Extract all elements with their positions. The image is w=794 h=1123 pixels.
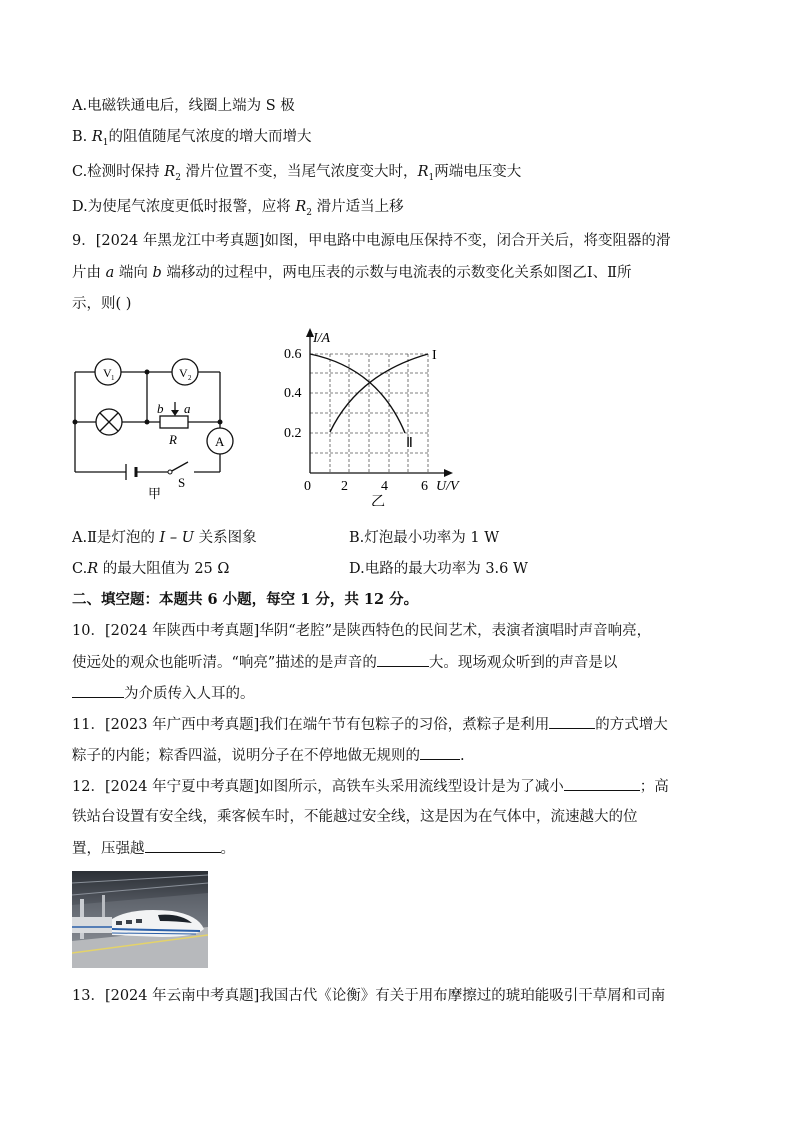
- answer-blank[interactable]: [564, 776, 640, 791]
- y-axis-label: I/A: [313, 331, 331, 346]
- q9-option-d: D.电路的最大功率为 3.6 W: [349, 561, 528, 577]
- q9-option-a: A.Ⅱ是灯泡的 I – U 关系图象: [72, 530, 257, 546]
- svg-text:2: 2: [188, 374, 192, 382]
- y-tick: 0.2: [284, 426, 302, 441]
- q10-line1: 10．[2024 年陕西中考真题]华阴“老腔”是陕西特色的民间艺术，表演者演唱时声音响亮，: [72, 623, 652, 639]
- q12-line3: 置，压强越 。: [72, 838, 235, 859]
- x-tick: 4: [381, 479, 388, 494]
- q9-stem-line3: 示，则( ): [72, 296, 132, 312]
- v2-label: V: [179, 366, 188, 380]
- y-tick: 0.6: [284, 347, 302, 362]
- answer-blank[interactable]: [549, 714, 595, 729]
- q12-line2: 铁站台设置有安全线，乘客候车时，不能越过安全线，这是因为在气体中，流速越大的位: [72, 809, 638, 825]
- q9-option-b: B.灯泡最小功率为 1 W: [349, 530, 500, 546]
- x-tick: 2: [341, 479, 348, 494]
- v1-label: V: [103, 366, 112, 380]
- q9-stem-line2: 片由 a 端向 b 端移动的过程中，两电压表的示数与电流表的示数变化关系如图乙Ⅰ、Ⅱ所: [72, 265, 632, 281]
- q8-option-b: B. $R_1$的阻值随尾气浓度的增大而增大: [72, 129, 312, 148]
- x-tick: 6: [421, 479, 428, 494]
- caption-jia: 甲: [148, 486, 162, 500]
- label-s: S: [178, 475, 186, 490]
- q11-line1: 11．[2023 年广西中考真题]我们在端午节有包粽子的习俗，煮粽子是利用 的方式增大: [72, 714, 668, 735]
- q13-line1: 13．[2024 年云南中考真题]我国古代《论衡》有关于用布摩擦过的琥珀能吸引干草屑和司南: [72, 988, 666, 1004]
- q10-line3: 为介质传入人耳的。: [72, 683, 255, 704]
- circuit-diagram: [60, 350, 250, 500]
- label-b: b: [157, 401, 164, 416]
- curve-i-label: I: [432, 348, 437, 363]
- x-axis-label: U/V: [436, 479, 459, 494]
- answer-blank[interactable]: [377, 652, 429, 667]
- ammeter-label: A: [215, 434, 225, 449]
- y-tick: 0.4: [284, 386, 302, 401]
- q8-option-c: C.检测时保持 $R_2$ 滑片位置不变，当尾气浓度变大时，$R_1$两端电压变大: [72, 164, 522, 183]
- section-heading: 二、填空题：本题共 6 小题，每空 1 分，共 12 分。: [72, 591, 419, 608]
- label-r: R: [169, 432, 177, 447]
- q8-option-a: A.电磁铁通电后，线圈上端为 S 极: [72, 98, 295, 114]
- iu-graph: [278, 326, 478, 506]
- high-speed-train-photo: [72, 871, 208, 968]
- caption-yi: 乙: [371, 495, 385, 506]
- curve-ii-label: Ⅱ: [406, 436, 413, 451]
- q11-line2: 粽子的内能；粽香四溢，说明分子在不停地做无规则的 .: [72, 745, 465, 766]
- answer-blank[interactable]: [420, 745, 460, 760]
- q8-option-d: D.为使尾气浓度更低时报警，应将 $R_2$ 滑片适当上移: [72, 199, 404, 218]
- q10-line2: 使远处的观众也能听清。“响亮”描述的是声音的 大。现场观众听到的声音是以: [72, 652, 617, 673]
- answer-blank[interactable]: [145, 838, 221, 853]
- q12-line1: 12．[2024 年宁夏中考真题]如图所示，高铁车头采用流线型设计是为了减小 ；高: [72, 776, 669, 797]
- x-tick: 0: [304, 479, 311, 494]
- q9-option-c: C.R 的最大阻值为 25 Ω: [72, 561, 230, 577]
- q9-stem-line1: 9．[2024 年黑龙江中考真题]如图，甲电路中电源电压保持不变，闭合开关后，将变阻器的滑: [72, 233, 671, 249]
- answer-blank[interactable]: [72, 683, 124, 698]
- label-a: a: [184, 401, 191, 416]
- svg-text:1: 1: [111, 374, 115, 382]
